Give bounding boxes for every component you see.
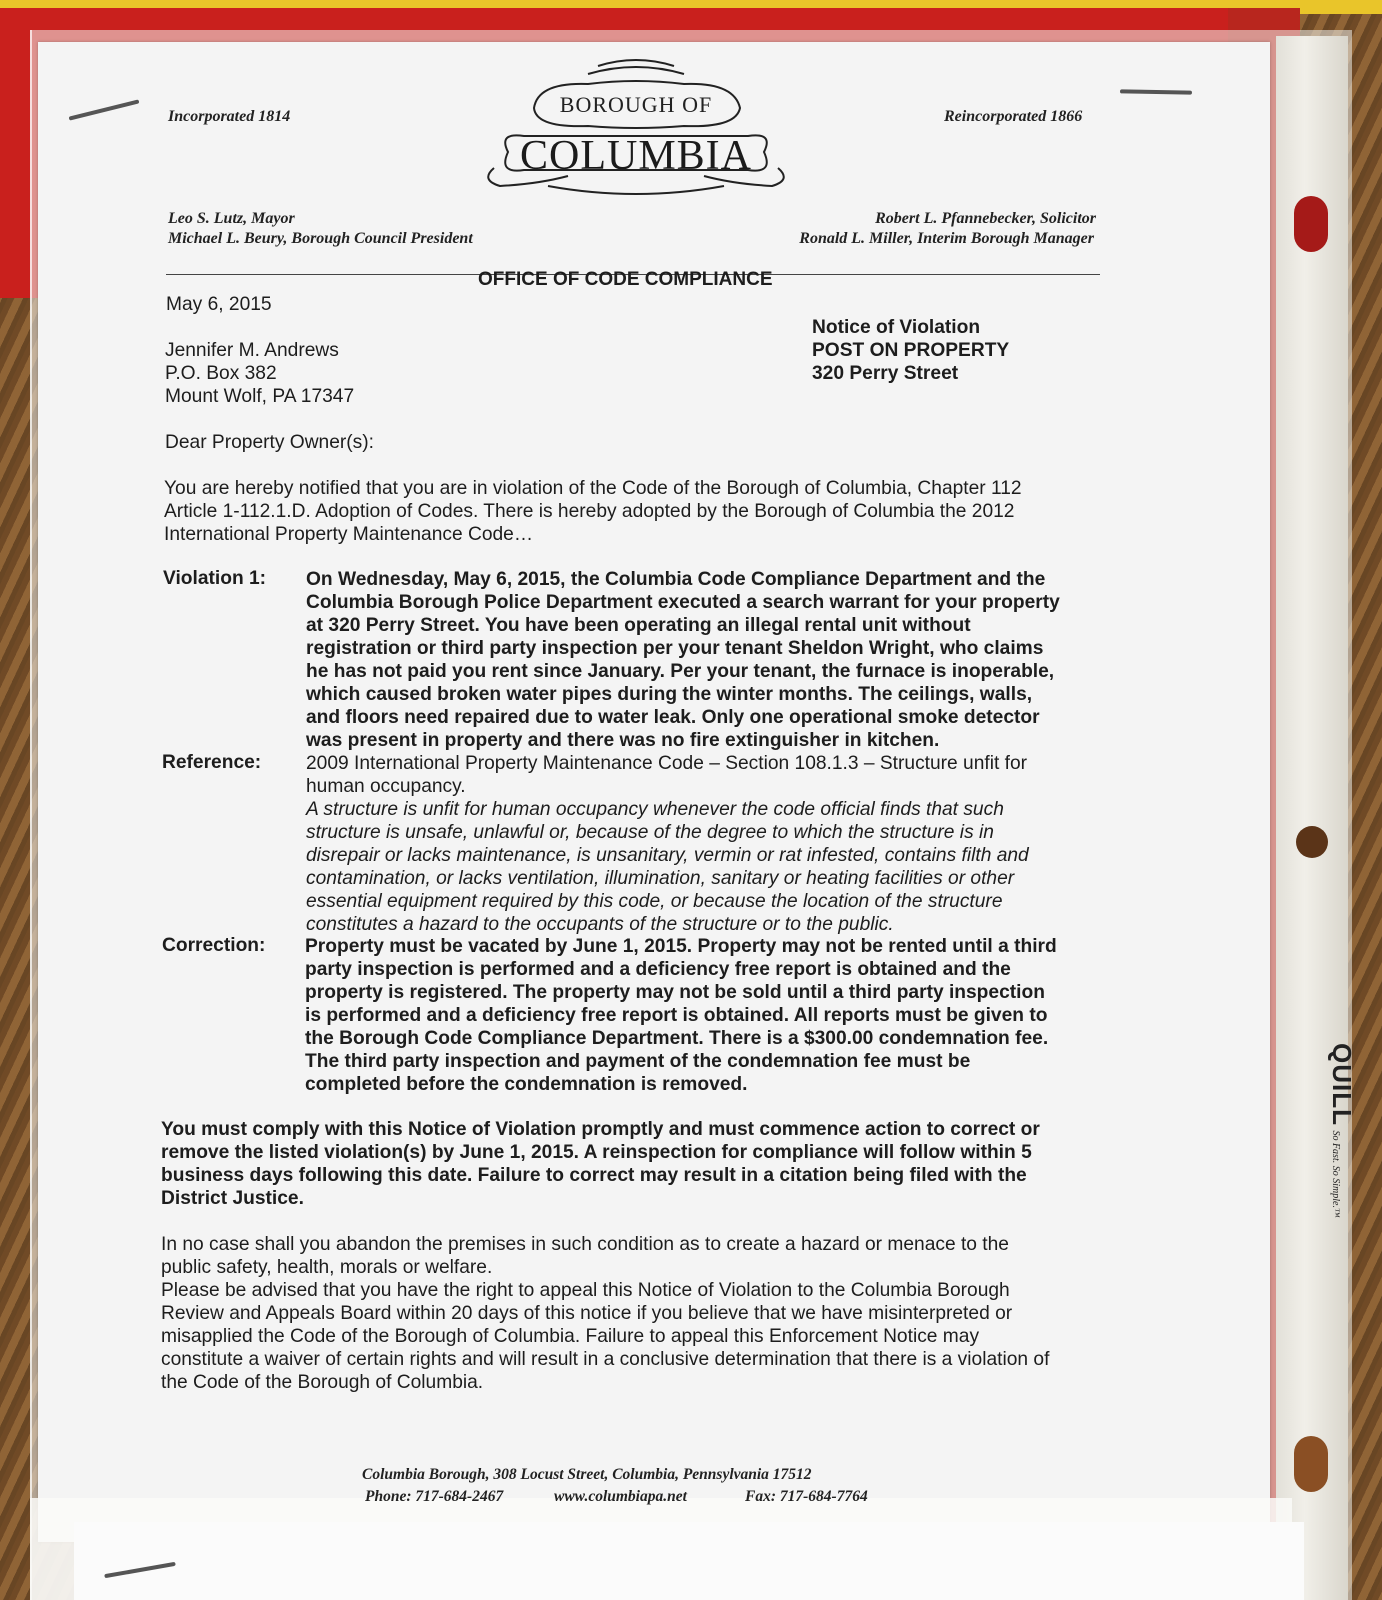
notice-property-address: 320 Perry Street [812, 363, 959, 384]
intro-paragraph [164, 477, 1022, 546]
correction-line: is performed and a deficiency free report is obtained. All reports must be given to [305, 1005, 1048, 1026]
reference-text [306, 752, 1029, 936]
violation-text [306, 568, 1060, 752]
compliance-line: You must comply with this Notice of Violation promptly and must commence action to correct or [161, 1119, 1040, 1140]
mayor-text: Leo S. Lutz, Mayor [168, 210, 295, 227]
compliance-line: remove the listed violation(s) by June 1, 2015. A reinspection for compliance will follow within 5 [161, 1142, 1032, 1163]
reference-label: Reference: [162, 752, 262, 773]
binder-hole-top [1294, 196, 1328, 252]
reincorporated-text: Reincorporated 1866 [944, 108, 1083, 125]
correction-line: property is registered. The property may not be sold until a third party inspection [305, 982, 1045, 1003]
logo-borough-of: BOROUGH OF [559, 92, 713, 117]
notice-heading [812, 316, 1009, 385]
violation-line: and floors need repaired due to water leak. Only one operational smoke detector [306, 707, 1040, 728]
violation-line: he has not paid you rent since January. Per your tenant, the furnace is inoperable, [306, 661, 1055, 682]
correction-line: party inspection is performed and a deficiency free report is obtained and the [305, 959, 1011, 980]
footer-website: www.columbiapa.net [554, 1488, 687, 1505]
reference-quote-line: essential equipment required by this code, or because the location of the structure [306, 891, 1003, 912]
council-president-text: Michael L. Beury, Borough Council President [168, 230, 473, 247]
compliance-paragraph [161, 1118, 1040, 1210]
notice-post-on-property: POST ON PROPERTY [812, 340, 1010, 361]
binder-hole-bottom [1294, 1436, 1328, 1492]
salutation: Dear Property Owner(s): [165, 432, 374, 453]
compliance-line: District Justice. [161, 1188, 304, 1209]
logo-columbia: COLUMBIA [519, 133, 752, 179]
closing-line: the Code of the Borough of Columbia. [161, 1372, 484, 1393]
manager-text: Ronald L. Miller, Interim Borough Manager [799, 230, 1094, 247]
correction-label: Correction: [162, 935, 266, 956]
violation-label: Violation 1: [163, 568, 267, 589]
violation-line: On Wednesday, May 6, 2015, the Columbia Code Compliance Department and the [306, 569, 1046, 590]
footer-address: Columbia Borough, 308 Locust Street, Columbia, Pennsylvania 17512 [362, 1466, 812, 1483]
reference-quote-line: A structure is unfit for human occupancy whenever the code official finds that such [306, 799, 1004, 820]
correction-line: The third party inspection and payment of the condemnation fee must be [305, 1051, 971, 1072]
reference-quote-line: structure is unsafe, unlawful or, because of the degree to which the structure is in [306, 822, 994, 843]
intro-line: You are hereby notified that you are in violation of the Code of the Borough of Columbia, Chapter 112 [164, 478, 1022, 499]
footer-phone: Phone: 717-684-2467 [365, 1488, 504, 1505]
reference-line: 2009 International Property Maintenance Code – Section 108.1.3 – Structure unfit for [306, 753, 1028, 774]
recipient-address [165, 339, 354, 408]
violation-line: at 320 Perry Street. You have been operating an illegal rental unit without [306, 615, 971, 636]
reference-quote-line: constitutes a hazard to the occupants of the structure or to the public. [306, 914, 894, 935]
violation-line: registration or third party inspection per your tenant Sheldon Wright, who claims [306, 638, 1044, 659]
closing-paragraphs [161, 1233, 1049, 1394]
notice-title: Notice of Violation [812, 317, 981, 338]
compliance-line: business days following this date. Failure to correct may result in a citation being filed with the [161, 1165, 1027, 1186]
closing-line: constitute a waiver of certain rights and will result in a conclusive determination that there is a violation of [161, 1349, 1050, 1370]
incorporated-text: Incorporated 1814 [168, 108, 291, 125]
reference-quote-line: disrepair or lacks maintenance, is unsanitary, vermin or rat infested, contains filth and [306, 845, 1029, 866]
closing-line: public safety, health, morals or welfare. [161, 1257, 493, 1278]
binder-hole-middle [1296, 826, 1328, 858]
correction-line: the Borough Code Compliance Department. There is a $300.00 condemnation fee. [305, 1028, 1049, 1049]
recipient-name: Jennifer M. Andrews [165, 340, 339, 361]
recipient-address-line1: P.O. Box 382 [165, 363, 277, 384]
quill-brand: QUILL [1327, 1043, 1357, 1126]
correction-text [305, 935, 1057, 1096]
reference-line: human occupancy. [306, 776, 466, 797]
reference-quote-line: contamination, or lacks ventilation, illumination, sanitary or heating facilities or other [306, 868, 1015, 889]
quill-tagline: So Fast. So Simple.™ [1330, 1130, 1341, 1218]
correction-line: completed before the condemnation is removed. [305, 1074, 748, 1095]
closing-line: In no case shall you abandon the premises in such condition as to create a hazard or menace to the [161, 1234, 1009, 1255]
violation-line: which caused broken water pipes during the winter months. The ceilings, walls, [306, 684, 1033, 705]
quill-brand-mark [1327, 1043, 1357, 1218]
solicitor-text: Robert L. Pfannebecker, Solicitor [875, 210, 1096, 227]
closing-line: Please be advised that you have the right to appeal this Notice of Violation to the Columbia Borough [161, 1280, 1010, 1301]
letter-date: May 6, 2015 [166, 294, 272, 315]
closing-line: Review and Appeals Board within 20 days of this notice if you believe that we have misinterpreted or [161, 1303, 1013, 1324]
sheet-protector-strip [1276, 36, 1348, 1600]
recipient-address-line2: Mount Wolf, PA 17347 [165, 386, 355, 407]
office-heading: OFFICE OF CODE COMPLIANCE [478, 269, 773, 290]
violation-line: was present in property and there was no fire extinguisher in kitchen. [306, 730, 940, 751]
footer-fax: Fax: 717-684-7764 [745, 1488, 868, 1505]
closing-line: misapplied the Code of the Borough of Columbia. Failure to appeal this Enforcement Notice may [161, 1326, 980, 1347]
intro-line: Article 1-112.1.D. Adoption of Codes. There is hereby adopted by the Borough of Columbia the 2012 [164, 501, 1015, 522]
correction-line: Property must be vacated by June 1, 2015. Property may not be rented until a third [305, 936, 1057, 957]
lower-page [74, 1522, 1304, 1600]
borough-logo [478, 52, 794, 198]
violation-line: Columbia Borough Police Department executed a search warrant for your property [306, 592, 1060, 613]
intro-line: International Property Maintenance Code… [164, 524, 534, 545]
